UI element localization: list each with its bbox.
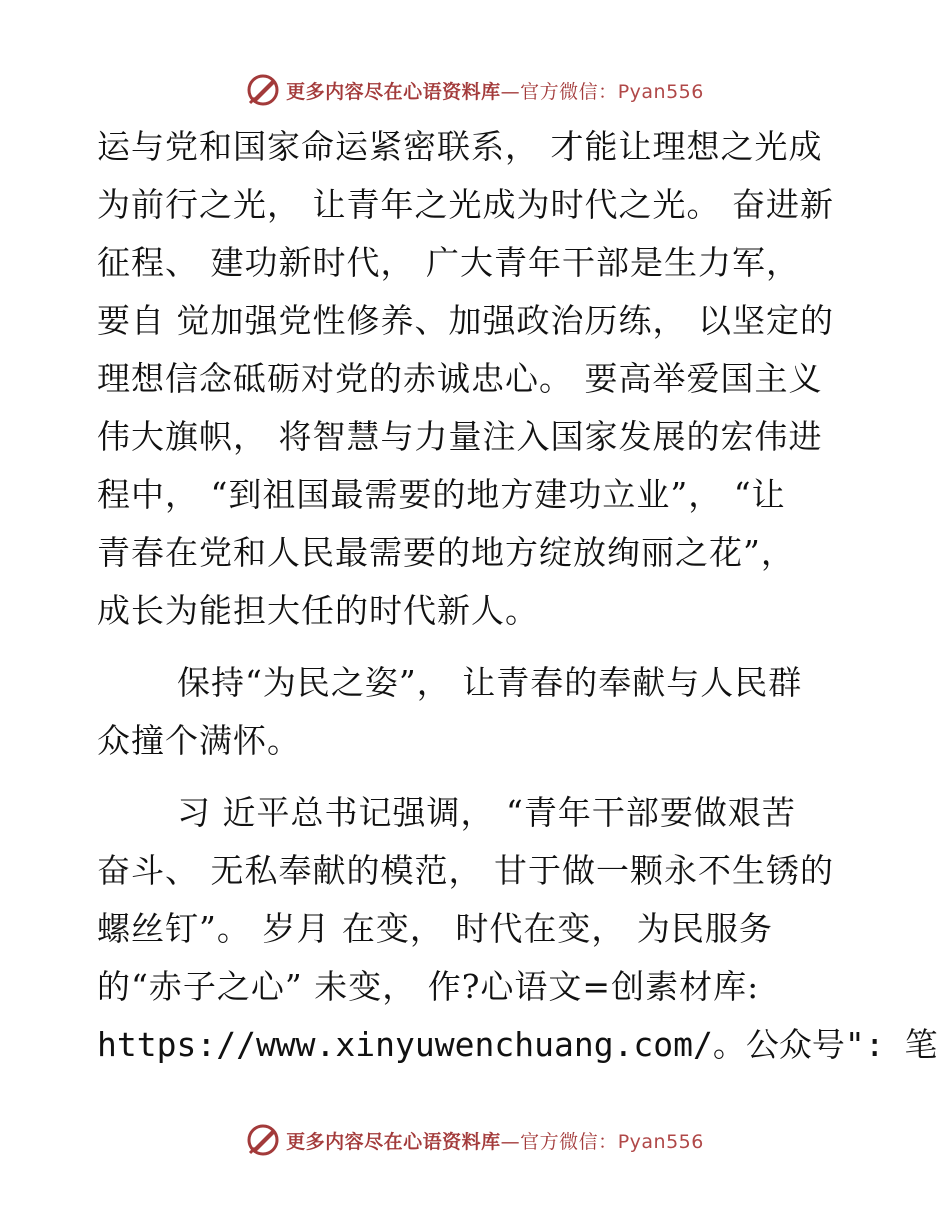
- text-line: 螺丝钉”。 岁月 在变， 时代在变， 为民服务: [97, 909, 773, 948]
- header-banner-separator: —: [500, 80, 521, 103]
- document-body: [97, 118, 938, 1074]
- text-line: 伟大旗帜， 将智慧与力量注入国家发展的宏伟进: [97, 417, 823, 456]
- text-line: 为前行之光， 让青年之光成为时代之光。 奋进新: [97, 185, 834, 224]
- footer-banner-title: 更多内容尽在心语资料库: [286, 1130, 501, 1153]
- text-line: 保持“为民之姿”， 让青春的奉献与人民群: [177, 663, 803, 702]
- quill-logo-icon: [246, 73, 280, 107]
- header-banner-text: [286, 77, 704, 104]
- footer-banner-wechat-label: 官方微信：: [520, 1130, 618, 1153]
- text-line: 的“赤子之心” 未变， 作?心语文=创素材库:: [97, 967, 760, 1006]
- header-banner-title: 更多内容尽在心语资料库: [286, 80, 501, 103]
- paragraph-3: [97, 784, 938, 1074]
- paragraph-1: [97, 118, 857, 640]
- header-banner-wechat-id: Pyan556: [617, 80, 704, 103]
- text-line: 习 近平总书记强调， “青年干部要做艰苦: [177, 793, 796, 832]
- text-line: 程中， “到祖国最需要的地方建功立业”， “让: [97, 475, 786, 514]
- text-line: 征程、 建功新时代， 广大青年干部是生力军，: [97, 243, 800, 282]
- footer-banner-text: [286, 1127, 704, 1154]
- header-watermark-banner: [0, 70, 950, 110]
- text-line: 众撞个满怀。: [97, 721, 301, 760]
- text-line: 运与党和国家命运紧密联系， 才能让理想之光成: [97, 127, 823, 166]
- footer-watermark-banner: [0, 1120, 950, 1160]
- footer-banner-separator: —: [500, 1130, 521, 1153]
- text-line: 要自 觉加强党性修养、加强政治历练， 以坚定的: [97, 301, 834, 340]
- header-banner-wechat-label: 官方微信：: [520, 80, 618, 103]
- text-line: 理想信念砥砺对党的赤诚忠心。 要高举爱国主义: [97, 359, 823, 398]
- text-line: 青春在党和人民最需要的地方绽放绚丽之花”，: [97, 533, 795, 572]
- text-line: 成长为能担大任的时代新人。: [97, 591, 539, 630]
- url-line: https://www.xinyuwenchuang.com/。公众号": 笔: [97, 1025, 938, 1064]
- quill-logo-icon: [246, 1123, 280, 1157]
- paragraph-2: [97, 654, 857, 770]
- footer-banner-wechat-id: Pyan556: [617, 1130, 704, 1153]
- text-line: 奋斗、 无私奉献的模范， 甘于做一颗永不生锈的: [97, 851, 834, 890]
